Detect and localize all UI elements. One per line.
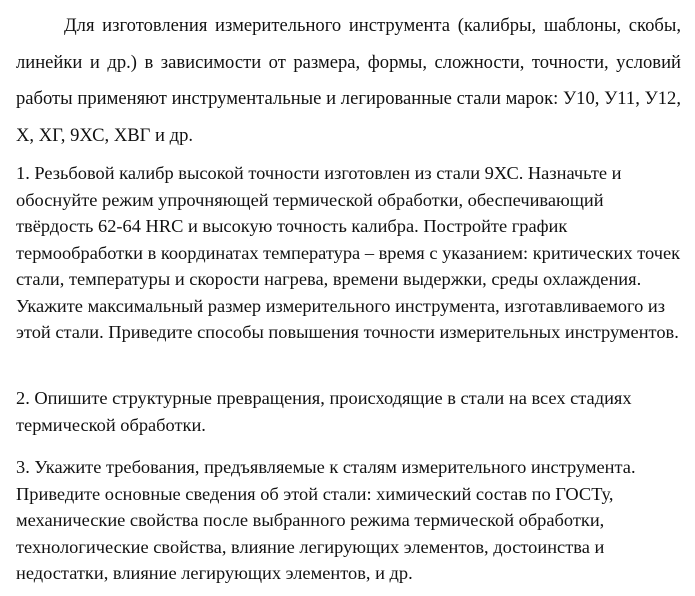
task-2-paragraph: 2. Опишите структурные превращения, происходящие в стали на всех стадиях термической обработки. [16, 388, 632, 435]
task-3-paragraph: 3. Укажите требования, предъявляемые к сталям измерительного инструмента. Приведите основные сведения об этой стали: химический состав по ГОСТу, механические свойства после выбранного режима термической обработки, технологические свойства, влияние легирующих элементов, достоинства и недостатки, влияние легирующих элементов, и др. [16, 457, 636, 583]
task-1-paragraph: 1. Резьбовой калибр высокой точности изготовлен из стали 9ХС. Назначьте и обоснуйте режим упрочняющей термической обработки, обеспечивающий твёрдость 62-64 HRC и высокую точность калибра. Постройте график термообработки в координатах температура – время с указанием: критических точек стали, температуры и скорости нагрева, времени выдержки, среды охлаждения. Укажите максимальный размер измерительного инструмента, изготавливаемого из этой стали. Приведите способы повышения точности измерительных инструментов. [16, 163, 681, 342]
intro-paragraph: Для изготовления измерительного инструмента (калибры, шаблоны, скобы, линейки и др.) в зависимости от размера, формы, сложности, точности, условий работы применяют инструментальные и легированные стали марок: У10, У11, У12, Х, ХГ, 9ХС, ХВГ и др. [16, 15, 681, 146]
